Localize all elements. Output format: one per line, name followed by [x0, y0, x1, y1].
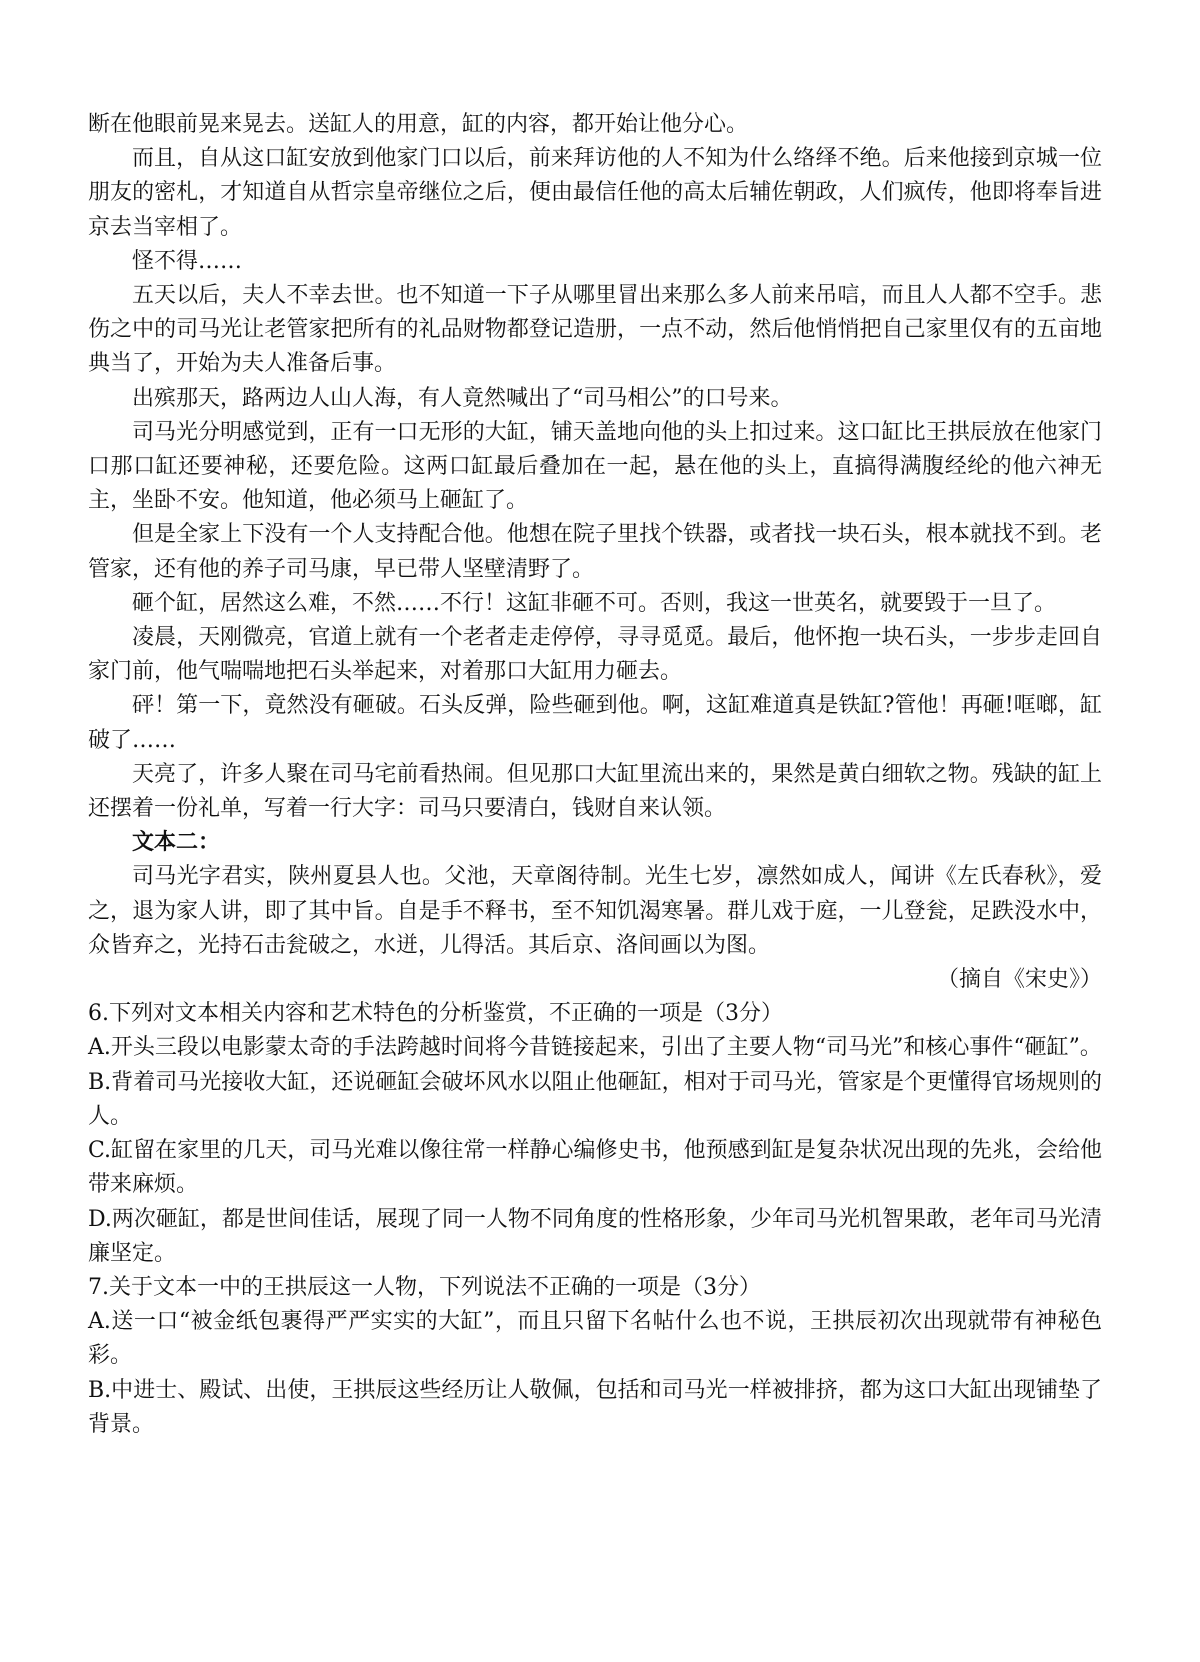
text2-heading: 文本二：	[132, 830, 221, 856]
question-6-option-c: C.缸留在家里的几天，司马光难以像往常一样静心编修史书，他预感到缸是复杂状况出现的先兆，会给他带来麻烦。	[88, 1138, 1102, 1198]
text2-source: （摘自《宋史》）	[936, 967, 1102, 993]
question-7-option-b: B.中进士、殿试、出使，王拱辰这些经历让人敬佩，包括和司马光一样被排挤，都为这口大缸出现铺垫了背景。	[88, 1377, 1102, 1437]
text1-paragraph: 凌晨，天刚微亮，官道上就有一个老者走走停停，寻寻觅觅。最后，他怀抱一块石头，一步步走回自家门前，他气喘喘地把石头举起来，对着那口大缸用力砸去。	[88, 625, 1102, 685]
text1-paragraph: 但是全家上下没有一个人支持配合他。他想在院子里找个铁器，或者找一块石头，根本就找不到。老管家，还有他的养子司马康，早已带人坚壁清野了。	[88, 522, 1102, 582]
text1-paragraph: 五天以后，夫人不幸去世。也不知道一下子从哪里冒出来那么多人前来吊唁，而且人人都不空手。悲伤之中的司马光让老管家把所有的礼品财物都登记造册，一点不动，然后他悄悄把自己家里仅有的五亩地典当了，开始为夫人准备后事。	[88, 283, 1102, 377]
text1-paragraph: 而且，自从这口缸安放到他家门口以后，前来拜访他的人不知为什么络绎不绝。后来他接到京城一位朋友的密札，才知道自从哲宗皇帝继位之后，便由最信任他的高太后辅佐朝政，人们疯传，他即将奉旨进京去当宰相了。	[88, 146, 1102, 240]
question-6-option-d: D.两次砸缸，都是世间佳话，展现了同一人物不同角度的性格形象，少年司马光机智果敢，老年司马光清廉坚定。	[88, 1206, 1102, 1266]
text1-paragraph: 出殡那天，路两边人山人海，有人竟然喊出了“司马相公”的口号来。	[132, 385, 793, 411]
question-6-option-a: A.开头三段以电影蒙太奇的手法跨越时间将今昔链接起来，引出了主要人物“司马光”和核心事件“砸缸”。	[88, 1035, 1102, 1061]
question-6-option-b: B.背着司马光接收大缸，还说砸缸会破坏风水以阻止他砸缸，相对于司马光，管家是个更懂得官场规则的人。	[88, 1069, 1102, 1129]
text1-paragraph: 怪不得……	[132, 248, 243, 274]
question-7-option-a: A.送一口“被金纸包裹得严严实实的大缸”，而且只留下名帖什么也不说，王拱辰初次出现就带有神秘色彩。	[88, 1309, 1102, 1369]
text1-paragraph: 砰！第一下，竟然没有砸破。石头反弹，险些砸到他。啊，这缸难道真是铁缸?管他！再砸!哐啷，缸破了……	[88, 693, 1102, 753]
question-6-stem: 6.下列对文本相关内容和艺术特色的分析鉴赏，不正确的一项是（3分）	[88, 1001, 783, 1027]
text1-paragraph: 断在他眼前晃来晃去。送缸人的用意，缸的内容，都开始让他分心。	[88, 112, 749, 137]
text1-paragraph: 砸个缸，居然这么难，不然……不行！这缸非砸不可。否则，我这一世英名，就要毁于一旦了。	[132, 590, 1057, 616]
text1-paragraph: 天亮了，许多人聚在司马宅前看热闹。但见那口大缸里流出来的，果然是黄白细软之物。残缺的缸上还摆着一份礼单，写着一行大字：司马只要清白，钱财自来认领。	[88, 761, 1102, 822]
text2-body: 司马光字君实，陕州夏县人也。父池，天章阁待制。光生七岁，凛然如成人，闻讲《左氏春秋》，爱之，退为家人讲，即了其中旨。自是手不释书，至不知饥渴寒暑。群儿戏于庭，一儿登瓮，足跌没水中，众皆弃之，光持石击瓮破之，水迸，儿得活。其后京、洛间画以为图。	[88, 864, 1102, 958]
question-7-stem: 7.关于文本一中的王拱辰这一人物，下列说法不正确的一项是（3分）	[88, 1274, 761, 1300]
text1-paragraph: 司马光分明感觉到，正有一口无形的大缸，铺天盖地向他的头上扣过来。这口缸比王拱辰放在他家门口那口缸还要神秘，还要危险。这两口缸最后叠加在一起，悬在他的头上，直搞得满腹经纶的他六神无主，坐卧不安。他知道，他必须马上砸缸了。	[88, 419, 1102, 514]
